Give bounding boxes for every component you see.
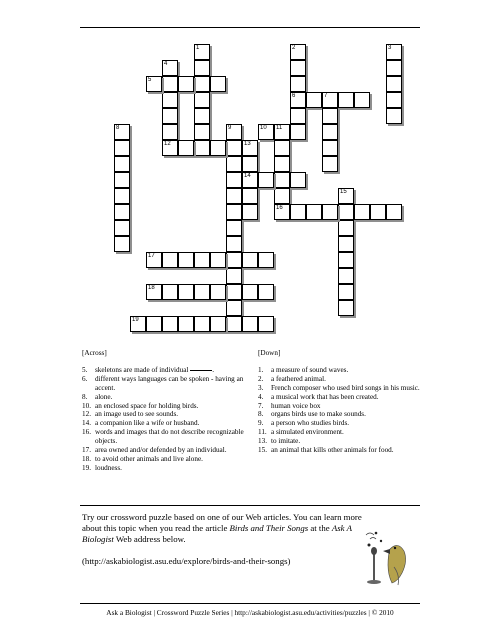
crossword-cell[interactable] <box>162 284 178 300</box>
crossword-cell[interactable] <box>322 92 338 108</box>
crossword-cell[interactable] <box>194 76 210 92</box>
clue-number: 1 <box>196 45 200 51</box>
crossword-cell[interactable] <box>338 252 354 268</box>
crossword-cell[interactable] <box>162 140 178 156</box>
crossword-cell[interactable] <box>370 204 386 220</box>
clue-item-number: 12. <box>82 410 91 419</box>
crossword-cell[interactable] <box>226 204 242 220</box>
crossword-cell[interactable] <box>322 124 338 140</box>
clue-text: to avoid other animals and live alone. <box>95 454 203 463</box>
crossword-cell[interactable] <box>290 172 306 188</box>
crossword-cell[interactable] <box>274 188 290 204</box>
clue-item-number: 1. <box>258 365 264 374</box>
crossword-cell[interactable] <box>210 284 226 300</box>
crossword-cell[interactable] <box>226 156 242 172</box>
crossword-cell[interactable] <box>114 236 130 252</box>
clue-text: loudness. <box>95 463 122 472</box>
clue-number: 2 <box>292 45 296 51</box>
clue-number: 19 <box>132 317 139 323</box>
clue-item <box>82 375 254 393</box>
crossword-cell[interactable] <box>322 204 338 220</box>
crossword-cell[interactable] <box>258 284 274 300</box>
down-heading: [Down] <box>258 349 281 357</box>
crossword-cell[interactable] <box>178 284 194 300</box>
clue-item <box>82 464 254 473</box>
crossword-cell[interactable] <box>226 236 242 252</box>
crossword-cell[interactable] <box>178 252 194 268</box>
crossword-cell[interactable] <box>242 140 258 156</box>
clue-text: human voice box <box>271 401 321 410</box>
clue-text: a measure of sound waves. <box>271 365 349 374</box>
clue-item <box>82 419 254 428</box>
clue-item-number: 8. <box>82 392 88 401</box>
clue-text: alone. <box>95 392 113 401</box>
crossword-cell[interactable] <box>114 172 130 188</box>
crossword-cell[interactable] <box>114 204 130 220</box>
crossword-cell[interactable] <box>386 108 402 124</box>
crossword-cell[interactable] <box>146 316 162 332</box>
bottom-rule <box>80 603 420 604</box>
clue-item <box>258 366 424 375</box>
clue-item <box>258 375 424 384</box>
crossword-cell[interactable] <box>162 124 178 140</box>
crossword-cell[interactable] <box>194 284 210 300</box>
clue-number: 9 <box>228 125 232 131</box>
crossword-cell[interactable] <box>194 316 210 332</box>
crossword-cell[interactable] <box>226 172 242 188</box>
clue-item-number: 13. <box>258 437 267 446</box>
clue-text: skeletons are made of individual <box>95 365 189 374</box>
clue-item <box>82 455 254 464</box>
crossword-cell[interactable] <box>162 92 178 108</box>
clue-item-number: 8. <box>258 410 264 419</box>
crossword-cell[interactable] <box>338 220 354 236</box>
crossword-cell[interactable] <box>322 156 338 172</box>
crossword-cell[interactable] <box>194 44 210 60</box>
clue-item-number: 4. <box>258 392 264 401</box>
clue-item-number: 6. <box>82 374 88 383</box>
clue-number: 17 <box>148 253 155 259</box>
crossword-cell[interactable] <box>338 268 354 284</box>
crossword-cell[interactable] <box>258 316 274 332</box>
clue-text: words and images that do not describe recognizable objects. <box>95 428 244 446</box>
clue-number: 8 <box>116 125 120 131</box>
clue-number: 16 <box>276 205 283 211</box>
crossword-cell[interactable] <box>274 124 290 140</box>
clue-item <box>258 402 424 411</box>
clue-item-number: 3. <box>258 383 264 392</box>
crossword-cell[interactable] <box>226 220 242 236</box>
crossword-cell[interactable] <box>114 156 130 172</box>
clue-item <box>258 384 424 393</box>
crossword-cell[interactable] <box>322 140 338 156</box>
crossword-cell[interactable] <box>338 92 354 108</box>
crossword-cell[interactable] <box>242 172 258 188</box>
clue-text: an enclosed space for holding birds. <box>95 401 199 410</box>
clue-text: an image used to see sounds. <box>95 410 179 419</box>
crossword-cell[interactable] <box>290 108 306 124</box>
clue-item <box>82 428 254 446</box>
crossword-cell[interactable] <box>290 204 306 220</box>
clue-number: 13 <box>244 141 251 147</box>
clue-text: organs birds use to make sounds. <box>271 410 366 419</box>
clue-item <box>258 428 424 437</box>
crossword-cell[interactable] <box>162 316 178 332</box>
crossword-cell[interactable] <box>162 60 178 76</box>
crossword-cell[interactable] <box>338 300 354 316</box>
crossword-cell[interactable] <box>226 316 242 332</box>
crossword-cell[interactable] <box>210 316 226 332</box>
crossword-cell[interactable] <box>210 140 226 156</box>
clue-text-end: . <box>212 365 215 374</box>
crossword-cell[interactable] <box>242 188 258 204</box>
crossword-cell[interactable] <box>274 140 290 156</box>
crossword-cell[interactable] <box>194 92 210 108</box>
clue-text: a feathered animal. <box>271 374 326 383</box>
crossword-cell[interactable] <box>242 204 258 220</box>
crossword-cell[interactable] <box>290 76 306 92</box>
clue-text: to imitate. <box>271 437 301 446</box>
crossword-cell[interactable] <box>114 220 130 236</box>
clue-item <box>258 410 424 419</box>
crossword-cell[interactable] <box>258 172 274 188</box>
crossword-cell[interactable] <box>178 140 194 156</box>
clue-item <box>258 393 424 402</box>
middle-rule <box>80 505 420 506</box>
crossword-cell[interactable] <box>162 108 178 124</box>
crossword-cell[interactable] <box>146 252 162 268</box>
answer-blank <box>190 370 212 371</box>
crossword-cell[interactable] <box>322 108 338 124</box>
crossword-cell[interactable] <box>226 188 242 204</box>
crossword-cell[interactable] <box>162 76 178 92</box>
clue-item-number: 15. <box>258 446 267 455</box>
crossword-cell[interactable] <box>290 60 306 76</box>
crossword-cell[interactable] <box>242 316 258 332</box>
bird-singing-icon <box>360 527 410 589</box>
clue-item <box>82 446 254 455</box>
clue-number: 4 <box>164 61 168 67</box>
crossword-cell[interactable] <box>242 156 258 172</box>
crossword-cell[interactable] <box>274 156 290 172</box>
crossword-cell[interactable] <box>178 316 194 332</box>
article-url: (http://askabiologist.asu.edu/explore/birds-and-their-songs) <box>82 556 291 566</box>
clue-item-number: 19. <box>82 463 91 472</box>
crossword-cell[interactable] <box>226 140 242 156</box>
crossword-cell[interactable] <box>338 204 354 220</box>
across-heading: [Across] <box>82 349 107 357</box>
crossword-cell[interactable] <box>386 92 402 108</box>
crossword-cell[interactable] <box>226 300 242 316</box>
clue-item-number: 17. <box>82 446 91 455</box>
crossword-cell[interactable] <box>274 172 290 188</box>
intro-paragraph: Try our crossword puzzle based on one of our Web articles. You can learn more about this topic when you read the article Birds and Their Songs at the Ask A Biologist Web address below. <box>82 512 362 544</box>
crossword-cell[interactable] <box>290 44 306 60</box>
crossword-cell[interactable] <box>258 252 274 268</box>
crossword-cell[interactable] <box>194 140 210 156</box>
clue-item-number: 10. <box>82 401 91 410</box>
clue-item-number: 18. <box>82 454 91 463</box>
crossword-cell[interactable] <box>338 188 354 204</box>
crossword-cell[interactable] <box>226 284 242 300</box>
crossword-cell[interactable] <box>386 44 402 60</box>
crossword-cell[interactable] <box>114 188 130 204</box>
crossword-cell[interactable] <box>242 284 258 300</box>
clue-number: 15 <box>340 189 347 195</box>
site-name: Ask A Biologist <box>82 523 352 544</box>
clue-number: 3 <box>388 45 392 51</box>
crossword-cell[interactable] <box>114 124 130 140</box>
clue-number: 18 <box>148 285 155 291</box>
crossword-cell[interactable] <box>274 204 290 220</box>
clue-item <box>258 419 424 428</box>
clue-item-number: 7. <box>258 401 264 410</box>
clue-number: 7 <box>324 93 328 99</box>
crossword-cell[interactable] <box>242 252 258 268</box>
clue-number: 11 <box>276 125 283 131</box>
clue-number: 5 <box>148 77 152 83</box>
crossword-cell[interactable] <box>306 204 322 220</box>
clue-text: a companion like a wife or husband. <box>95 419 200 428</box>
crossword-cell[interactable] <box>354 204 370 220</box>
footer: Ask a Biologist | Crossword Puzzle Series | http://askabiologist.asu.edu/activities/puzzles | © 2010 <box>106 608 394 617</box>
crossword-cell[interactable] <box>306 92 322 108</box>
clue-item <box>82 402 254 411</box>
crossword-cell[interactable] <box>194 124 210 140</box>
across-clues <box>82 349 254 473</box>
crossword-cell[interactable] <box>338 284 354 300</box>
clue-text: a person who studies birds. <box>271 419 350 428</box>
crossword-cell[interactable] <box>146 284 162 300</box>
crossword-cell[interactable] <box>194 252 210 268</box>
crossword-cell[interactable] <box>290 92 306 108</box>
clue-text: French composer who used bird songs in his music. <box>271 383 420 392</box>
clue-number: 10 <box>260 125 267 131</box>
clue-item <box>82 410 254 419</box>
clue-item <box>82 366 254 375</box>
clue-text: an animal that kills other animals for food. <box>271 446 394 455</box>
clue-item-number: 16. <box>82 428 91 437</box>
crossword-cell[interactable] <box>210 76 226 92</box>
crossword-cell[interactable] <box>114 140 130 156</box>
clue-item-number: 5. <box>82 365 88 374</box>
crossword-cell[interactable] <box>386 76 402 92</box>
clue-item-number: 2. <box>258 374 264 383</box>
clue-number: 6 <box>292 93 296 99</box>
down-clues <box>258 349 424 455</box>
crossword-cell[interactable] <box>226 124 242 140</box>
crossword-cell[interactable] <box>226 252 242 268</box>
crossword-cell[interactable] <box>386 60 402 76</box>
crossword-cell[interactable] <box>194 60 210 76</box>
article-title: Birds and Their Songs <box>229 523 309 533</box>
crossword-cell[interactable] <box>338 236 354 252</box>
clue-item <box>82 393 254 402</box>
crossword-cell[interactable] <box>178 76 194 92</box>
clue-item <box>258 446 424 455</box>
crossword-cell[interactable] <box>210 252 226 268</box>
crossword-cell[interactable] <box>226 268 242 284</box>
crossword-cell[interactable] <box>258 124 274 140</box>
clue-text: different ways languages can be spoken - having an accent. <box>95 374 244 392</box>
clue-number: 14 <box>244 173 251 179</box>
clue-item-number: 14. <box>82 419 91 428</box>
clue-number: 12 <box>164 141 171 147</box>
crossword-cell[interactable] <box>386 204 402 220</box>
clue-text: a musical work that has been created. <box>271 392 379 401</box>
clue-item-number: 11. <box>258 428 267 437</box>
crossword-cell[interactable] <box>354 92 370 108</box>
clue-item <box>258 437 424 446</box>
intro-text <box>82 512 382 567</box>
crossword-cell[interactable] <box>162 252 178 268</box>
crossword-cell[interactable] <box>194 108 210 124</box>
clue-text: area owned and/or defended by an individual. <box>95 446 227 455</box>
crossword-cell[interactable] <box>146 76 162 92</box>
crossword-cell[interactable] <box>130 316 146 332</box>
clue-text: a simulated environment. <box>271 428 344 437</box>
clue-item-number: 9. <box>258 419 264 428</box>
crossword-cell[interactable] <box>290 124 306 140</box>
